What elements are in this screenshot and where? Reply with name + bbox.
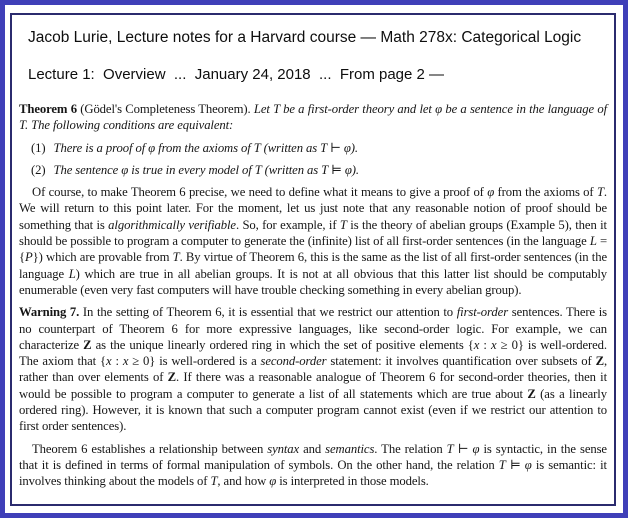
paragraph-proof-discussion: Of course, to make Theorem 6 precise, we need to define what it means to give a proof of φ from the axioms of T. We will return to this point later. For the moment, let us just note that any reasonable notion of proof should be something that is algorithmically verifiable. So, for example, if T is the theory of abelian groups (Example 5), then it should be possible to program a computer to generate the (infinite) list of all first-order sentences (in the language L = {P}) which are provable from T. By virtue of Theorem 6, this is the same as the list of all first-order sentences (in the language L) which are true in all abelian groups. It is not at all obvious that this latter list should be computably enumerable (even very fast computers will have trouble checking something in every abelian group).	[19, 185, 607, 297]
theorem-condition-2	[31, 162, 607, 178]
item-2-number: (2)	[31, 162, 46, 177]
paragraph-syntax-semantics: Theorem 6 establishes a relationship between syntax and semantics. The relation T ⊢ φ is syntactic, in the sense that it is defined in terms of formal manipulation of symbols. On the other hand, the relation T ⊨ φ is semantic: it involves thinking about the models of T, and how φ is interpreted in those models.	[19, 441, 607, 489]
item-2-text: The sentence φ is true in every model of T (written as T ⊨ φ).	[53, 162, 359, 177]
lecture-subtitle: Lecture 1: Overview ... January 24, 2018 ... From page 2 —	[28, 66, 445, 83]
item-1-text: There is a proof of φ from the axioms of T (written as T ⊢ φ).	[53, 140, 358, 155]
theorem-condition-1	[31, 140, 607, 156]
document-body	[19, 101, 607, 490]
theorem-6-statement: Theorem 6 (Gödel's Completeness Theorem). Let T be a first-order theory and let φ be a sentence in the language of T. The following conditions are equivalent:	[19, 102, 607, 133]
warning-7-block: Warning 7. In the setting of Theorem 6, it is essential that we restrict our attention to first-order sentences. There is no counterpart of Theorem 6 for more expressive languages, like second-order logic. For example, we can characterize Z as the unique linearly ordered ring in which the set of positive elements {x : x ≥ 0} is well-ordered. The axiom that {x : x ≥ 0} is well-ordered is a second-order statement: it involves quantification over subsets of Z, rather than over elements of Z. If there was a reasonable analogue of Theorem 6 for second-order theories, then it would be possible to program a computer to generate a list of all statements which are true about Z (as a linearly ordered ring). However, it is known that such a computer program cannot exist (even if we restrict our attention to first order sentences).	[19, 305, 608, 434]
content-frame	[10, 13, 616, 506]
item-1-number: (1)	[31, 140, 46, 155]
page-title: Jacob Lurie, Lecture notes for a Harvard course — Math 278x: Categorical Logic	[28, 29, 582, 46]
